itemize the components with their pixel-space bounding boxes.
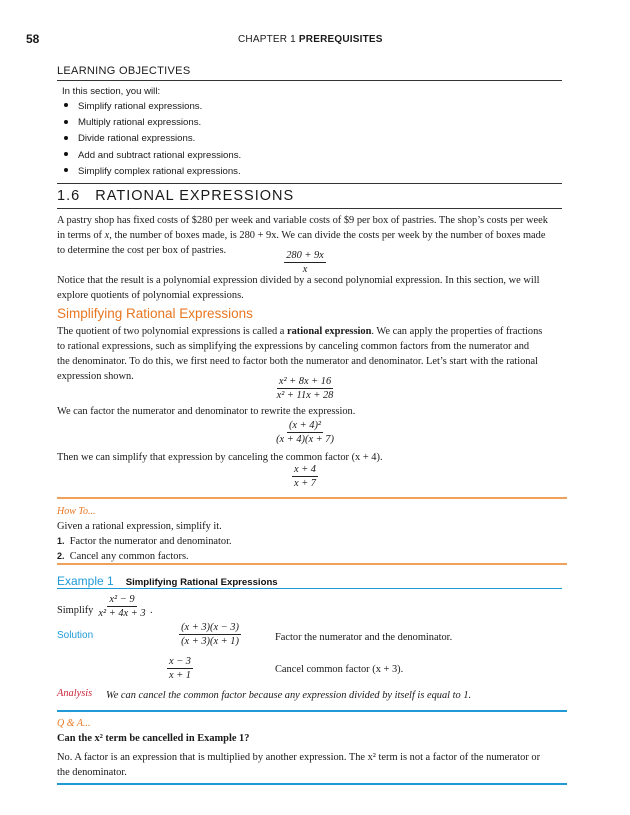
fraction-numerator: x² + 8x + 16 bbox=[278, 376, 332, 387]
qa-answer-line: No. A factor is an expression that is multiplied by another expression. The x² term is not a factor of the numerator or bbox=[57, 752, 541, 763]
step-text: Factor the numerator and denominator. bbox=[69, 536, 232, 547]
example-title bbox=[57, 574, 278, 588]
intro-line: explore quotients of polynomial expressions. bbox=[57, 290, 244, 301]
howto-box bbox=[57, 519, 557, 564]
body-line: the denominator. To do this, we first need to factor both the numerator and denominator. Let’s start with the rational bbox=[57, 356, 538, 367]
objective-text: Divide rational expressions. bbox=[78, 133, 196, 145]
solution-note-1: Factor the numerator and the denominator. bbox=[275, 632, 453, 643]
section-name: RATIONAL EXPRESSIONS bbox=[95, 188, 295, 204]
objective-text: Simplify complex rational expressions. bbox=[78, 165, 241, 177]
fraction-numerator: (x + 4)² bbox=[288, 420, 322, 431]
objectives-bottom-rule bbox=[57, 183, 562, 184]
objective-item bbox=[62, 133, 241, 149]
bullet-icon bbox=[64, 103, 68, 107]
howto-top-bar bbox=[57, 497, 567, 499]
solution-fraction-2 bbox=[160, 656, 200, 681]
example-rule bbox=[57, 588, 562, 589]
simplifying-paragraph bbox=[57, 324, 567, 384]
fraction-denominator: x + 7 bbox=[293, 478, 316, 489]
solution-note-2: Cancel common factor (x + 3). bbox=[275, 664, 404, 675]
fraction-denominator: (x + 3)(x + 1) bbox=[181, 636, 239, 647]
qa-label: Q & A... bbox=[57, 718, 91, 729]
rational-fraction-3 bbox=[270, 464, 340, 489]
fraction-numerator: x + 4 bbox=[293, 464, 316, 475]
intro-text: in terms of bbox=[57, 230, 105, 241]
example-prompt-end: . bbox=[150, 605, 153, 616]
intro-line: to determine the cost per box of pastries. bbox=[57, 245, 227, 256]
analysis-label: Analysis bbox=[57, 688, 93, 699]
fraction-numerator: x² − 9 bbox=[109, 594, 135, 605]
example-subtitle: Simplifying Rational Expressions bbox=[125, 577, 278, 588]
body-text: The quotient of two polynomial expressions is called a bbox=[57, 326, 287, 337]
qa-top-bar bbox=[57, 710, 567, 712]
fraction-denominator: x + 1 bbox=[168, 670, 191, 681]
section-title bbox=[57, 188, 294, 204]
objectives-intro: In this section, you will: bbox=[62, 86, 161, 97]
chapter-label: CHAPTER 1 bbox=[238, 34, 296, 45]
bullet-icon bbox=[64, 120, 68, 124]
step-number: 2. bbox=[57, 551, 65, 561]
body-line: to rational expressions, such as simplifying the expressions by canceling common factors from the numerator and bbox=[57, 341, 530, 352]
fraction-numerator: (x + 3)(x − 3) bbox=[181, 622, 239, 633]
body-text: . We can apply the properties of fractions bbox=[371, 326, 543, 337]
intro-var: x bbox=[104, 230, 110, 241]
bullet-icon bbox=[64, 152, 68, 156]
howto-lead: Given a rational expression, simplify it. bbox=[57, 521, 222, 532]
objectives-list bbox=[62, 101, 241, 182]
objective-text: Add and subtract rational expressions. bbox=[78, 149, 242, 161]
qa-question: Can the x² term be cancelled in Example 1? bbox=[57, 733, 250, 744]
running-head bbox=[238, 34, 383, 45]
bullet-icon bbox=[64, 136, 68, 140]
howto-step bbox=[57, 534, 557, 549]
intro-text: , the number of boxes made, is 280 + 9x. We can divide the costs per week by the number of boxes made bbox=[109, 230, 546, 241]
section-rule bbox=[57, 208, 562, 209]
example-prompt: Simplify bbox=[57, 605, 94, 616]
fraction-denominator: x² + 4x + 3 bbox=[98, 608, 146, 619]
body-line: expression shown. bbox=[57, 371, 134, 382]
qa-answer bbox=[57, 750, 567, 780]
rational-fraction-1 bbox=[255, 376, 355, 401]
body-line: Then we can simplify that expression by canceling the common factor (x + 4). bbox=[57, 452, 383, 463]
chapter-title: PREREQUISITES bbox=[298, 34, 383, 45]
objective-text: Simplify rational expressions. bbox=[78, 101, 203, 112]
solution-label: Solution bbox=[57, 630, 94, 641]
example-prompt-fraction bbox=[92, 594, 152, 619]
fraction-denominator: x² + 11x + 28 bbox=[276, 390, 334, 401]
section-number: 1.6 bbox=[57, 188, 81, 204]
fraction-denominator: x bbox=[302, 264, 308, 275]
fraction-denominator: (x + 4)(x + 7) bbox=[276, 434, 334, 445]
howto-step bbox=[57, 549, 557, 564]
rational-fraction-2 bbox=[255, 420, 355, 445]
objective-item bbox=[62, 150, 241, 166]
objective-text: Multiply rational expressions. bbox=[78, 117, 202, 129]
bullet-icon bbox=[64, 168, 68, 172]
body-line: We can factor the numerator and denominator to rewrite the expression. bbox=[57, 406, 356, 417]
objective-item bbox=[62, 117, 241, 133]
fraction-numerator: x − 3 bbox=[168, 656, 191, 667]
qa-answer-line: the denominator. bbox=[57, 767, 127, 778]
objectives-top-rule bbox=[57, 80, 562, 81]
example-label: Example 1 bbox=[57, 574, 114, 588]
howto-label: How To... bbox=[57, 506, 96, 517]
solution-fraction-1 bbox=[160, 622, 260, 647]
intro-paragraph-2 bbox=[57, 273, 567, 303]
learning-objectives-title: LEARNING OBJECTIVES bbox=[57, 65, 191, 77]
cost-fraction bbox=[270, 250, 340, 275]
step-number: 1. bbox=[57, 536, 65, 546]
intro-line bbox=[57, 228, 567, 243]
qa-bottom-bar bbox=[57, 783, 567, 785]
step-text: Cancel any common factors. bbox=[69, 551, 189, 562]
page-number: 58 bbox=[26, 32, 40, 46]
key-term: rational expression bbox=[287, 326, 372, 337]
intro-line: A pastry shop has fixed costs of $280 per week and variable costs of $9 per box of pastries. The shop’s costs per week bbox=[57, 215, 548, 226]
howto-bottom-bar bbox=[57, 563, 567, 565]
body-line bbox=[57, 324, 567, 339]
subsection-heading: Simplifying Rational Expressions bbox=[57, 306, 253, 321]
fraction-numerator: 280 + 9x bbox=[286, 250, 324, 261]
objective-item bbox=[62, 166, 241, 182]
analysis-text: We can cancel the common factor because any expression divided by itself is equal to 1. bbox=[106, 690, 472, 701]
objective-item bbox=[62, 101, 241, 117]
intro-line: Notice that the result is a polynomial expression divided by a second polynomial expression. In this section, we will bbox=[57, 275, 540, 286]
